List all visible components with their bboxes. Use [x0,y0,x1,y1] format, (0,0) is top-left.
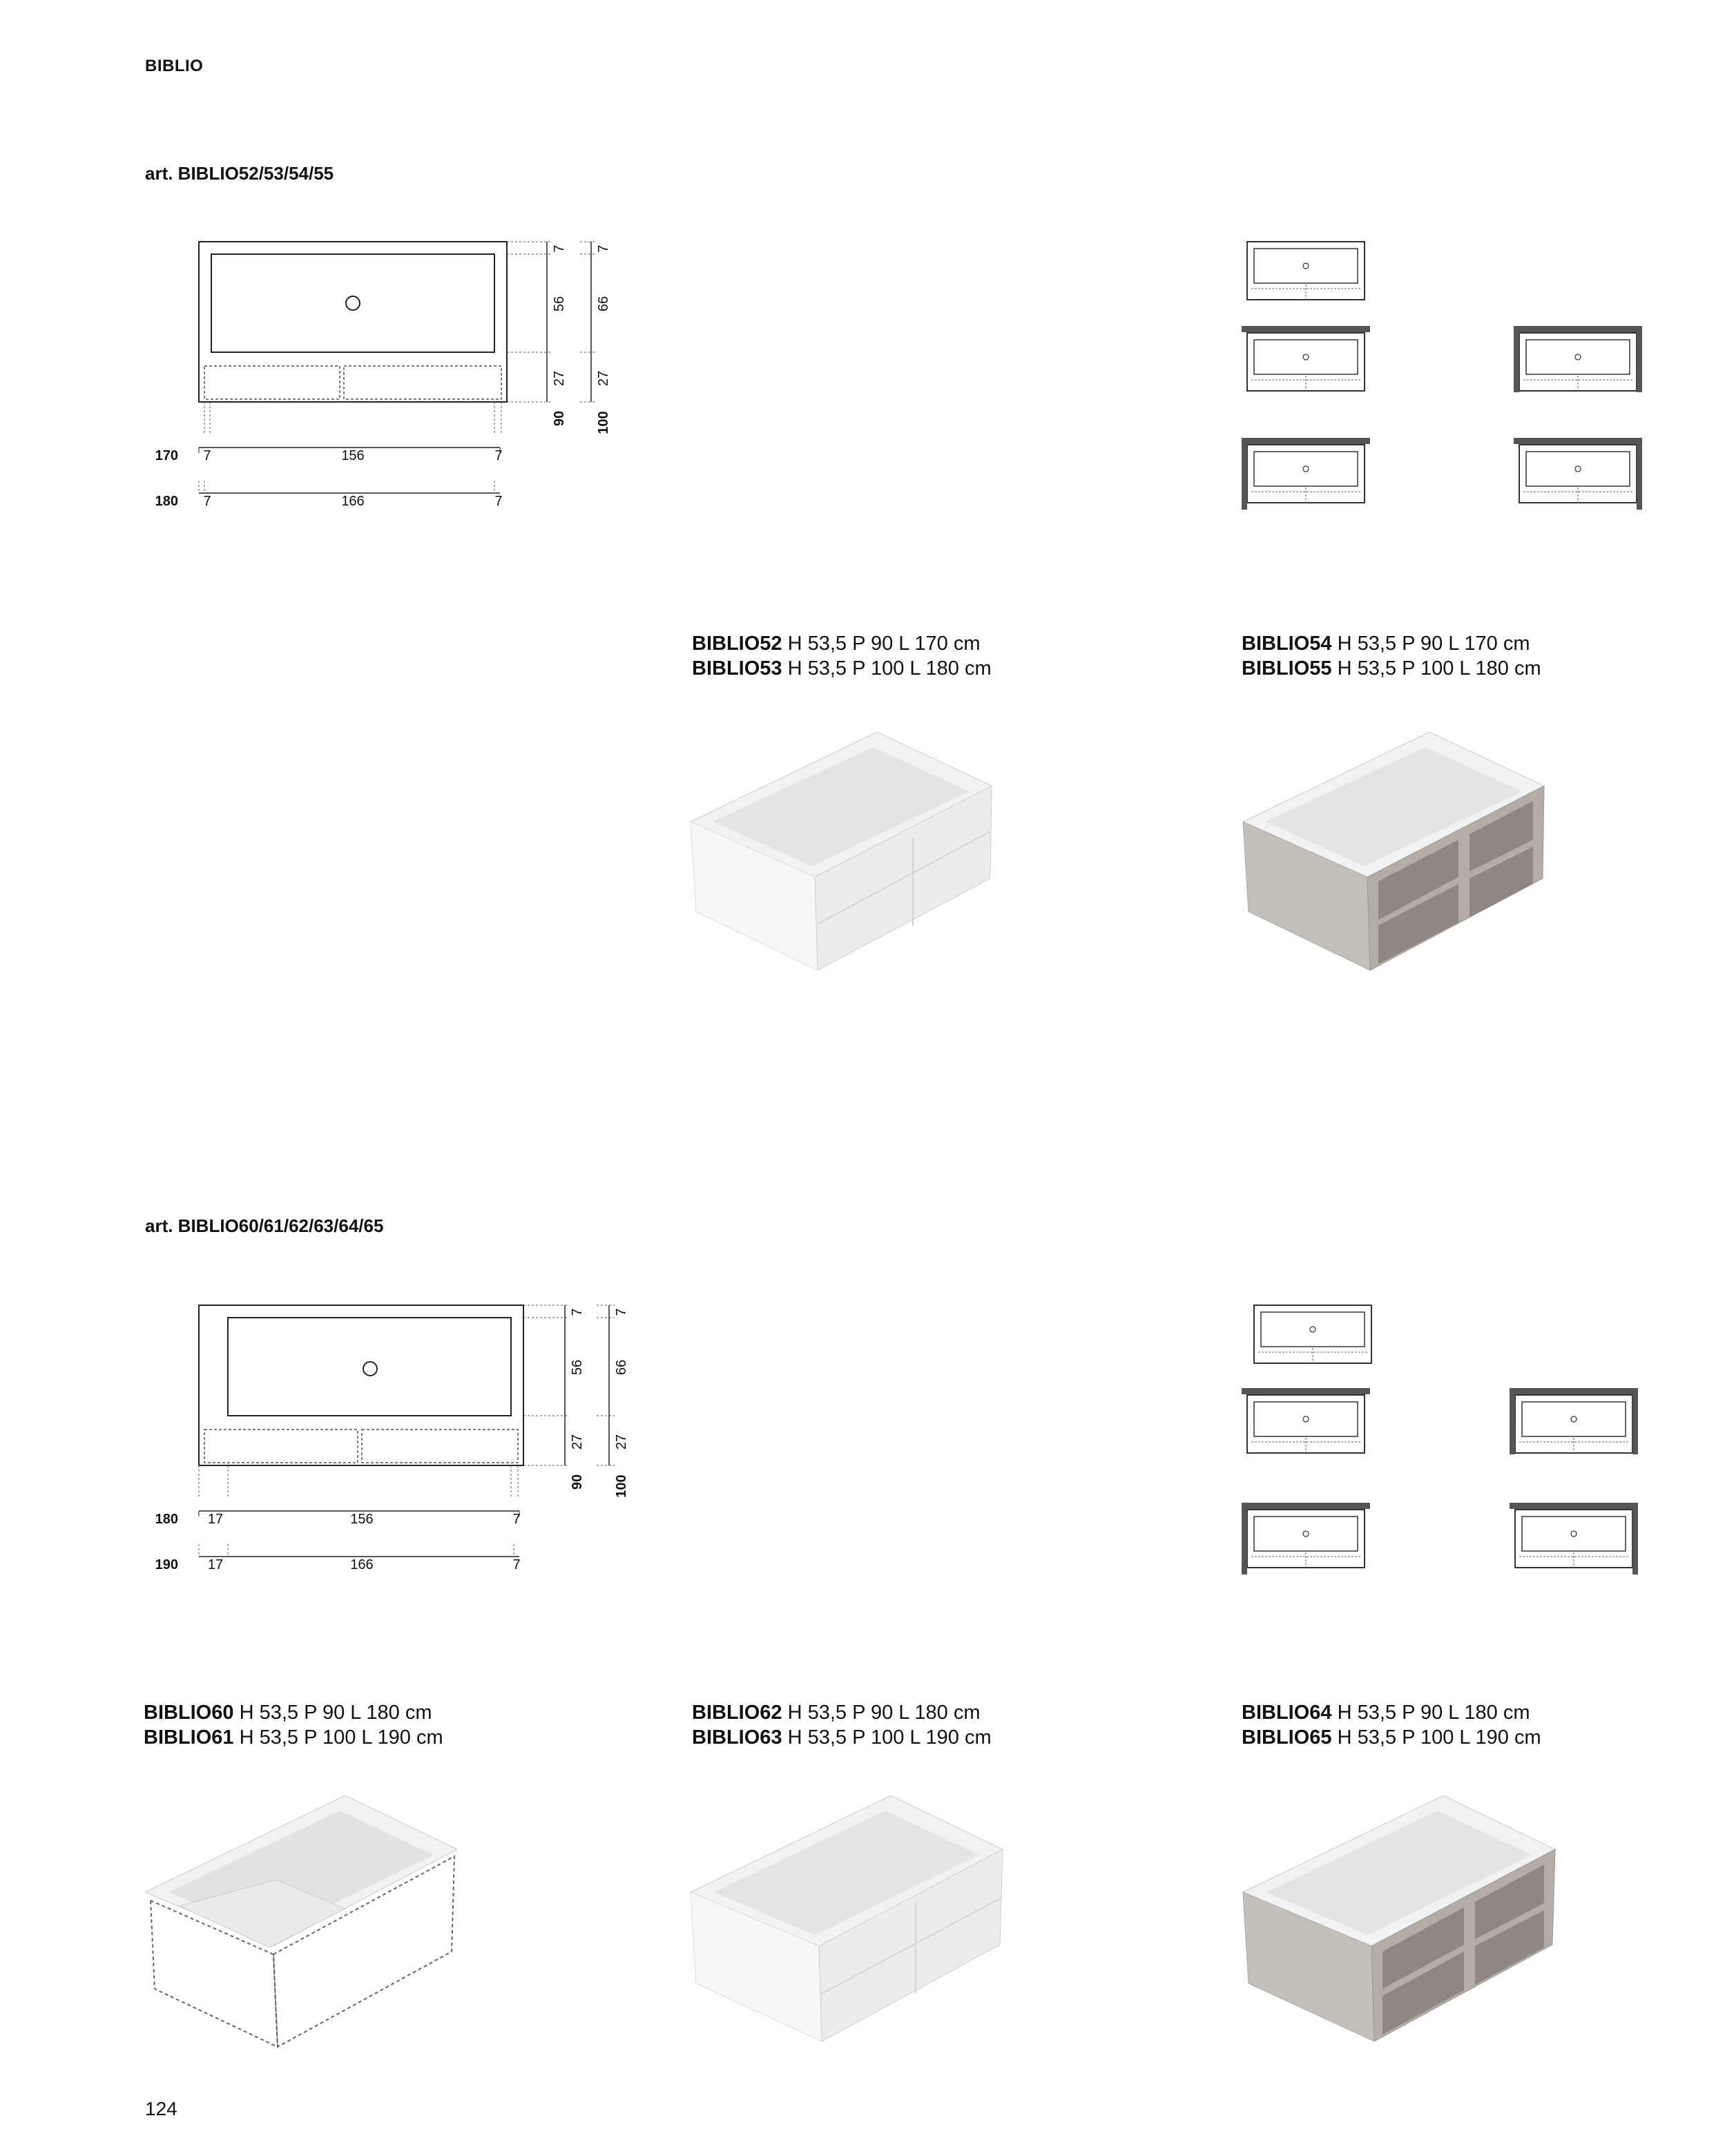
row2-right: 7 [512,1557,521,1572]
model-spec: H 53,5 P 90 L 170 cm [1331,633,1530,655]
dim-right-inner-mid: 56 [570,1359,585,1376]
model-code: BIBLIO62 [692,1702,782,1724]
model-code: BIBLIO52 [692,633,782,655]
dim-right-outer-mid: 66 [614,1359,629,1376]
dim-depth-100: 100 [596,411,611,434]
render-biblio62-white [684,1789,1015,2058]
row2-right: 7 [494,494,503,509]
model-code: BIBLIO64 [1242,1702,1332,1724]
dim-right-outer-bot: 27 [614,1434,629,1450]
render-biblio64-wood [1236,1789,1568,2058]
row1-mid: 156 [350,1512,374,1527]
row-length-180: 180 [155,1512,178,1527]
shelf-left [204,366,340,399]
row1-right: 7 [512,1512,521,1527]
model-spec: H 53,5 P 90 L 180 cm [1331,1702,1530,1724]
variant-corner-b [1242,438,1370,510]
row-length-170: 170 [155,448,178,463]
row1-right: 7 [494,448,503,463]
dim-right-inner-top: 7 [552,244,567,253]
technical-drawing-1 [138,228,635,518]
model-code: BIBLIO60 [144,1702,234,1724]
model-spec: H 53,5 P 100 L 180 cm [1331,657,1541,680]
row2-left: 17 [207,1557,224,1572]
variant-freestanding [1247,242,1365,300]
row1-left: 7 [203,448,211,463]
variant-back-wall [1242,326,1370,391]
variant-freestanding [1254,1305,1371,1363]
row2-left: 7 [203,494,211,509]
dim-right-inner-top: 7 [570,1308,585,1316]
variant-corner-c [1510,1503,1638,1575]
model-code: BIBLIO53 [692,657,782,680]
model-code: BIBLIO63 [692,1726,782,1749]
tub-outline [199,242,507,402]
shelf-right [344,366,501,399]
collection-header: BIBLIO [145,57,204,75]
caption-biblio64-65 [1242,1700,1541,1750]
model-code: BIBLIO61 [144,1726,234,1749]
basin-outline [211,254,494,352]
variant-corner-c [1514,438,1642,510]
model-spec: H 53,5 P 100 L 180 cm [782,657,992,680]
row2-mid: 166 [341,494,365,509]
dim-right-outer-top: 7 [596,244,611,253]
model-spec: H 53,5 P 90 L 180 cm [782,1702,981,1724]
variant-corner-a [1514,326,1642,392]
variant-back-wall [1242,1388,1370,1453]
model-spec: H 53,5 P 100 L 190 cm [782,1726,992,1749]
model-spec: H 53,5 P 100 L 190 cm [1331,1726,1541,1749]
installation-variants-2 [1236,1298,1650,1581]
row2-mid: 166 [350,1557,374,1572]
dim-right-outer-top: 7 [614,1308,629,1316]
model-spec: H 53,5 P 90 L 180 cm [233,1702,432,1724]
dim-right-outer-mid: 66 [596,296,611,312]
technical-drawing-2 [138,1291,649,1581]
installation-variants-1 [1236,235,1650,518]
section-title-2: art. BIBLIO60/61/62/63/64/65 [145,1215,384,1236]
model-spec: H 53,5 P 100 L 190 cm [233,1726,443,1749]
page-number: 124 [145,2098,177,2119]
row1-mid: 156 [341,448,365,463]
row1-left: 17 [207,1512,224,1527]
model-code: BIBLIO54 [1242,633,1332,655]
model-spec: H 53,5 P 90 L 170 cm [782,633,981,655]
caption-biblio54-55 [1242,631,1541,681]
caption-biblio62-63 [692,1700,992,1750]
model-code: BIBLIO65 [1242,1726,1332,1749]
dim-depth-90: 90 [570,1474,585,1490]
render-biblio52-white [684,718,1001,981]
render-biblio60-built-in [138,1789,470,2058]
section-title-1: art. BIBLIO52/53/54/55 [145,163,334,184]
variant-corner-a [1510,1388,1638,1454]
row-length-180: 180 [155,494,178,509]
dim-right-inner-bot: 27 [552,370,567,387]
drain-hole [346,296,360,310]
dim-right-inner-mid: 56 [552,296,567,312]
caption-biblio52-53 [692,631,992,681]
caption-biblio60-61 [144,1700,443,1750]
dim-right-outer-bot: 27 [596,370,611,387]
dim-depth-90: 90 [552,410,567,427]
variant-corner-b [1242,1503,1370,1575]
render-biblio54-wood [1236,718,1554,981]
model-code: BIBLIO55 [1242,657,1332,680]
dim-right-inner-bot: 27 [570,1434,585,1450]
dim-depth-100: 100 [614,1474,629,1498]
row-length-190: 190 [155,1557,178,1572]
